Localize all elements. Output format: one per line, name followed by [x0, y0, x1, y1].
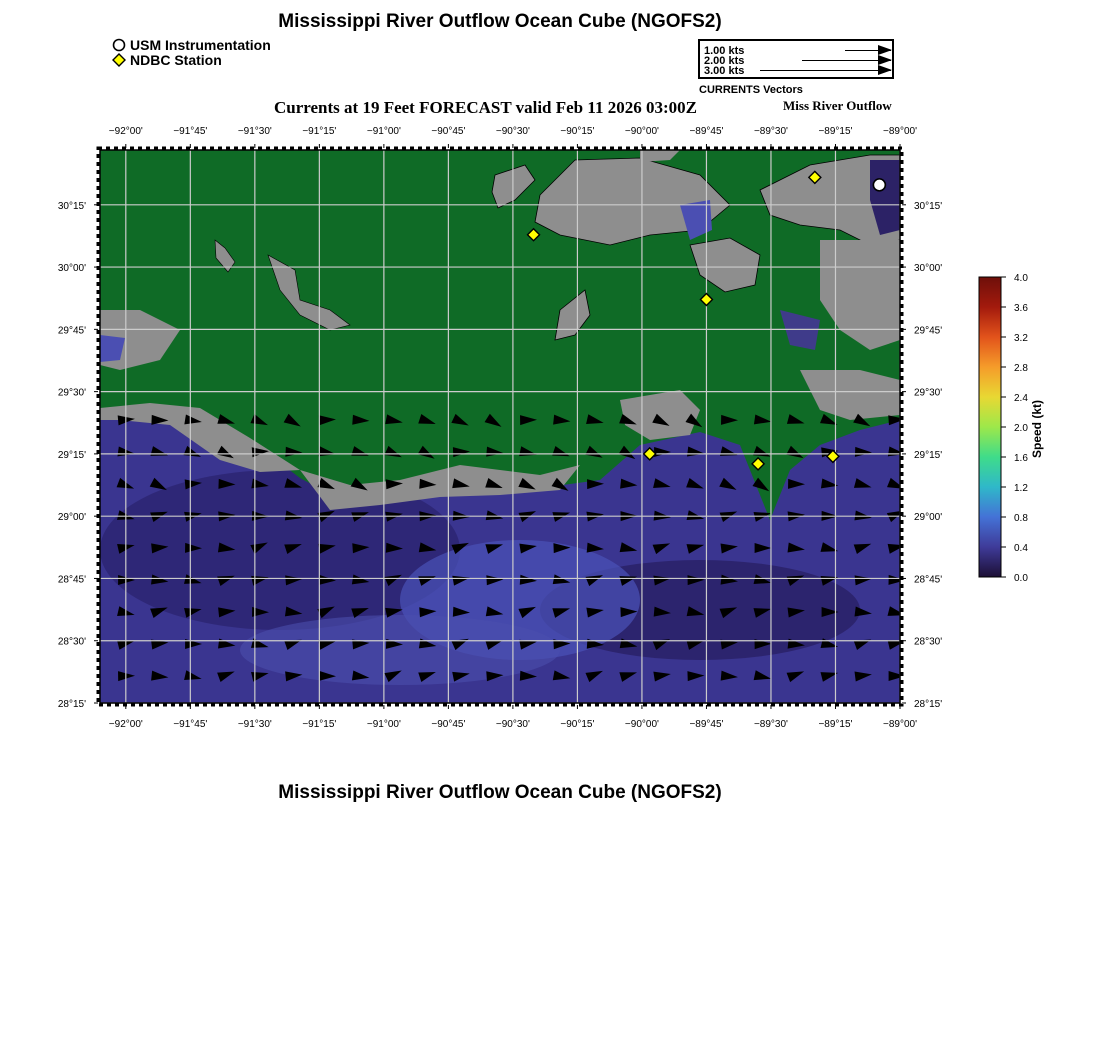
- colorbar-tick-label: 0.4: [1014, 543, 1028, 554]
- colorbar-tick-label: 0.0: [1014, 573, 1028, 584]
- map-layers: [100, 150, 906, 703]
- legend-usm-label: USM Instrumentation: [130, 37, 271, 53]
- lat-tick-label: 28°45': [57, 574, 86, 586]
- lon-tick-label: −89°15': [818, 719, 853, 730]
- lat-tick-label: 29°30': [57, 387, 86, 399]
- lat-tick-label: 29°30': [914, 387, 943, 399]
- map-subtitle: Currents at 19 Feet FORECAST valid Feb 11 2026 03:00Z: [274, 98, 697, 117]
- lon-tick-label: −92°00': [108, 719, 143, 730]
- page-title: Mississippi River Outflow Ocean Cube (NGOFS2): [278, 11, 722, 32]
- lon-tick-label: −91°45': [173, 719, 208, 730]
- lat-tick-label: 30°00': [914, 263, 943, 275]
- colorbar-tick-label: 3.2: [1014, 333, 1028, 344]
- lon-tick-label: −89°45': [689, 719, 724, 730]
- lon-tick-label: −90°30': [495, 719, 530, 730]
- lon-tick-label: −91°00': [366, 719, 401, 730]
- colorbar-tick-label: 1.2: [1014, 483, 1028, 494]
- lon-tick-label: −90°30': [495, 126, 530, 137]
- lon-tick-label: −90°00': [624, 126, 659, 137]
- lat-tick-label: 30°00': [57, 263, 86, 275]
- legend-ndbc-label: NDBC Station: [130, 52, 222, 68]
- lat-tick-label: 28°30': [57, 636, 86, 648]
- lon-tick-label: −90°15': [560, 126, 595, 137]
- lon-tick-label: −89°30': [753, 719, 788, 730]
- lat-tick-label: 28°30': [914, 636, 943, 648]
- lat-tick-label: 28°45': [914, 574, 943, 586]
- lon-axis-bottom: [109, 705, 917, 730]
- colorbar-ramp: [979, 277, 1001, 577]
- vector-2kt-label: 2.00 kts: [704, 55, 745, 67]
- colorbar-tick-label: 4.0: [1014, 273, 1028, 284]
- lon-tick-label: −90°00': [624, 719, 659, 730]
- lon-tick-label: −89°00': [883, 126, 917, 137]
- colorbar-tick-label: 1.6: [1014, 453, 1028, 464]
- colorbar-tick-label: 2.4: [1014, 393, 1028, 404]
- colorbar-tick-label: 3.6: [1014, 303, 1028, 314]
- lat-tick-label: 30°15': [914, 200, 943, 212]
- lon-tick-label: −89°45': [689, 126, 724, 137]
- colorbar-tick-label: 2.8: [1014, 363, 1028, 374]
- lat-tick-label: 29°15': [914, 449, 943, 461]
- lon-tick-label: −91°30': [237, 719, 272, 730]
- lon-tick-label: −90°45': [431, 719, 466, 730]
- lon-tick-label: −89°30': [753, 126, 788, 137]
- lon-tick-label: −90°45': [431, 126, 466, 137]
- vector-3kt-label: 3.00 kts: [704, 65, 745, 77]
- lon-tick-label: −89°15': [818, 126, 853, 137]
- lat-tick-label: 30°15': [57, 200, 86, 212]
- lat-axis-left: [58, 201, 98, 710]
- lon-axis-top: [109, 126, 917, 148]
- lat-tick-label: 28°15': [914, 699, 943, 710]
- lon-tick-label: −91°30': [237, 126, 272, 137]
- lat-tick-label: 29°45': [57, 325, 86, 337]
- colorbar-title: Speed (kt): [1030, 399, 1044, 458]
- lon-tick-label: −91°15': [302, 719, 337, 730]
- lat-tick-label: 29°45': [914, 325, 943, 337]
- vector-legend-caption: CURRENTS Vectors: [699, 84, 803, 96]
- lat-tick-label: 29°00': [914, 512, 943, 524]
- region-label: Miss River Outflow: [783, 98, 892, 113]
- usm-station-marker-icon: [873, 179, 885, 191]
- lat-axis-right: [902, 201, 942, 710]
- colorbar-ticks: [1001, 273, 1028, 584]
- lat-tick-label: 29°00': [57, 512, 86, 524]
- lat-tick-label: 29°15': [57, 449, 86, 461]
- colorbar-tick-label: 0.8: [1014, 513, 1028, 524]
- lon-tick-label: −91°00': [366, 126, 401, 137]
- lon-tick-label: −90°15': [560, 719, 595, 730]
- colorbar-tick-label: 2.0: [1014, 423, 1028, 434]
- lon-tick-label: −91°45': [173, 126, 208, 137]
- lat-tick-label: 28°15': [57, 699, 86, 710]
- page-title-repeat: Mississippi River Outflow Ocean Cube (NGOFS2): [278, 782, 722, 803]
- lon-tick-label: −91°15': [302, 126, 337, 137]
- lon-tick-label: −89°00': [883, 719, 917, 730]
- lon-tick-label: −92°00': [108, 126, 143, 137]
- vector-1kt-label: 1.00 kts: [704, 45, 745, 57]
